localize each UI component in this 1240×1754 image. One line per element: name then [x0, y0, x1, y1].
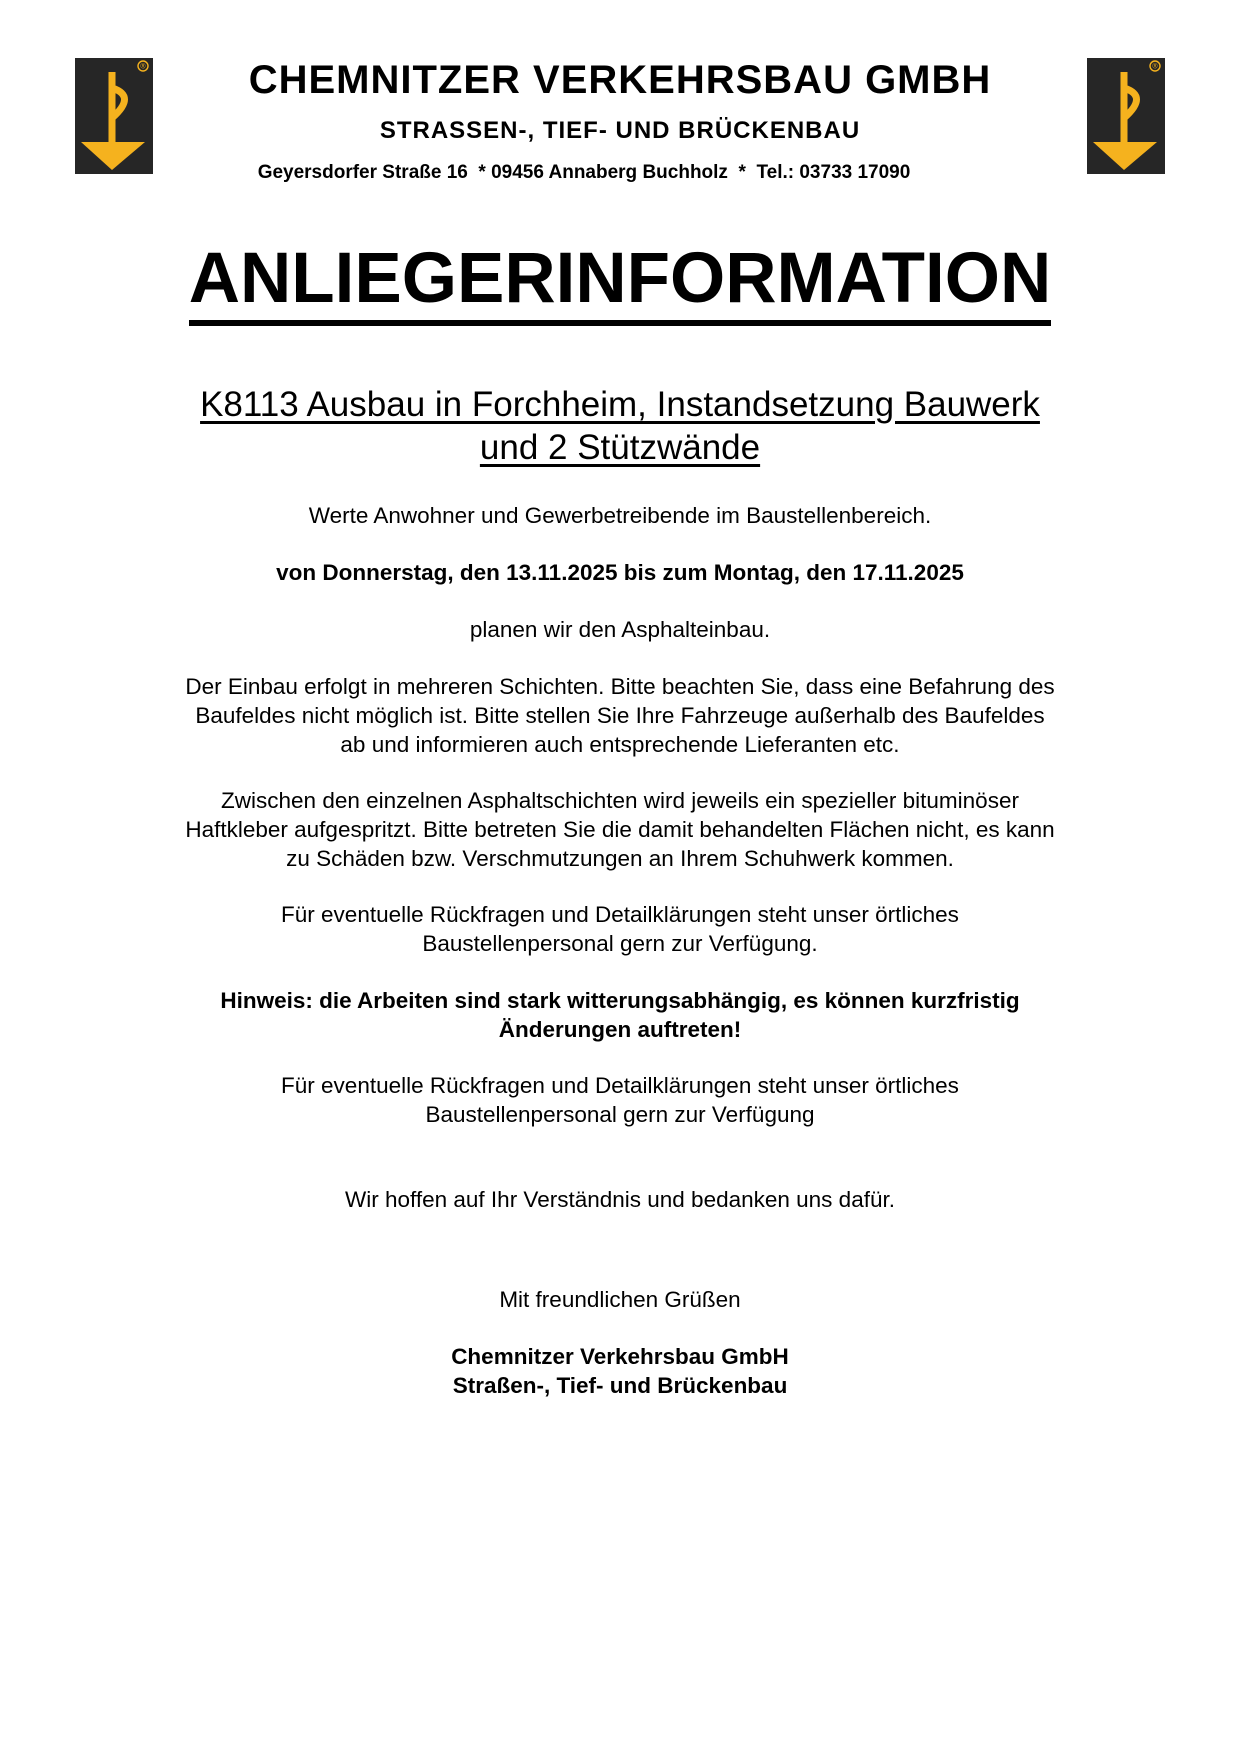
- signature-line: Straßen-, Tief- und Brückenbau: [452, 1373, 788, 1398]
- paragraph-layers: [130, 672, 1110, 759]
- svg-text:®: ®: [140, 63, 146, 71]
- text-line: zu Schäden bzw. Verschmutzungen an Ihrem Schuhwerk kommen.: [286, 846, 954, 871]
- company-name: CHEMNITZER VERKEHRSBAU GMBH: [248, 58, 992, 102]
- paragraph-contact-repeat: [130, 1071, 1110, 1129]
- text-line: Baustellenpersonal gern zur Verfügung.: [422, 931, 818, 956]
- document-title-text: ANLIEGERINFORMATION: [189, 243, 1051, 326]
- paragraph-adhesive: [130, 786, 1110, 873]
- company-subtitle: STRASSEN-, TIEF- UND BRÜCKENBAU: [379, 117, 861, 144]
- document-title: [0, 239, 1240, 326]
- plan-text: planen wir den Asphalteinbau.: [469, 617, 771, 642]
- text-line: Für eventuelle Rückfragen und Detailklärungen steht unser örtliches: [281, 1073, 959, 1098]
- signature: [130, 1342, 1110, 1400]
- text-line: Änderungen auftreten!: [498, 1017, 742, 1042]
- subject-line: K8113 Ausbau in Forchheim, Instandsetzung Bauwerk: [200, 385, 1040, 424]
- closing-text: Mit freundlichen Grüßen: [499, 1287, 741, 1312]
- weather-notice: [130, 986, 1110, 1044]
- paragraph-contact: [130, 900, 1110, 958]
- date-range: von Donnerstag, den 13.11.2025 bis zum Montag, den 17.11.2025: [276, 560, 964, 585]
- text-line: Zwischen den einzelnen Asphaltschichten wird jeweils ein spezieller bituminöser: [221, 788, 1019, 813]
- thanks-text: Wir hoffen auf Ihr Verständnis und bedanken uns dafür.: [345, 1187, 895, 1212]
- text-line: Baustellenpersonal gern zur Verfügung: [425, 1102, 815, 1127]
- subject-heading: [0, 383, 1240, 469]
- text-line: Für eventuelle Rückfragen und Detailklärungen steht unser örtliches: [281, 902, 959, 927]
- text-line: Baufeldes nicht möglich ist. Bitte stellen Sie Ihre Fahrzeuge außerhalb des Baufeldes: [195, 703, 1045, 728]
- company-address: Geyersdorfer Straße 16 * 09456 Annaberg Buchholz * Tel.: 03733 17090: [257, 162, 911, 183]
- subject-line: und 2 Stützwände: [479, 428, 761, 467]
- signature-line: Chemnitzer Verkehrsbau GmbH: [451, 1344, 789, 1369]
- text-line: Hinweis: die Arbeiten sind stark witterungsabhängig, es können kurzfristig: [220, 988, 1020, 1013]
- greeting: Werte Anwohner und Gewerbetreibende im Baustellenbereich.: [308, 503, 932, 528]
- text-line: Haftkleber aufgespritzt. Bitte betreten Sie die damit behandelten Flächen nicht, es kann: [185, 817, 1055, 842]
- svg-text:®: ®: [1152, 63, 1158, 71]
- text-line: Der Einbau erfolgt in mehreren Schichten. Bitte beachten Sie, dass eine Befahrung des: [185, 674, 1055, 699]
- text-line: ab und informieren auch entsprechende Lieferanten etc.: [340, 732, 900, 757]
